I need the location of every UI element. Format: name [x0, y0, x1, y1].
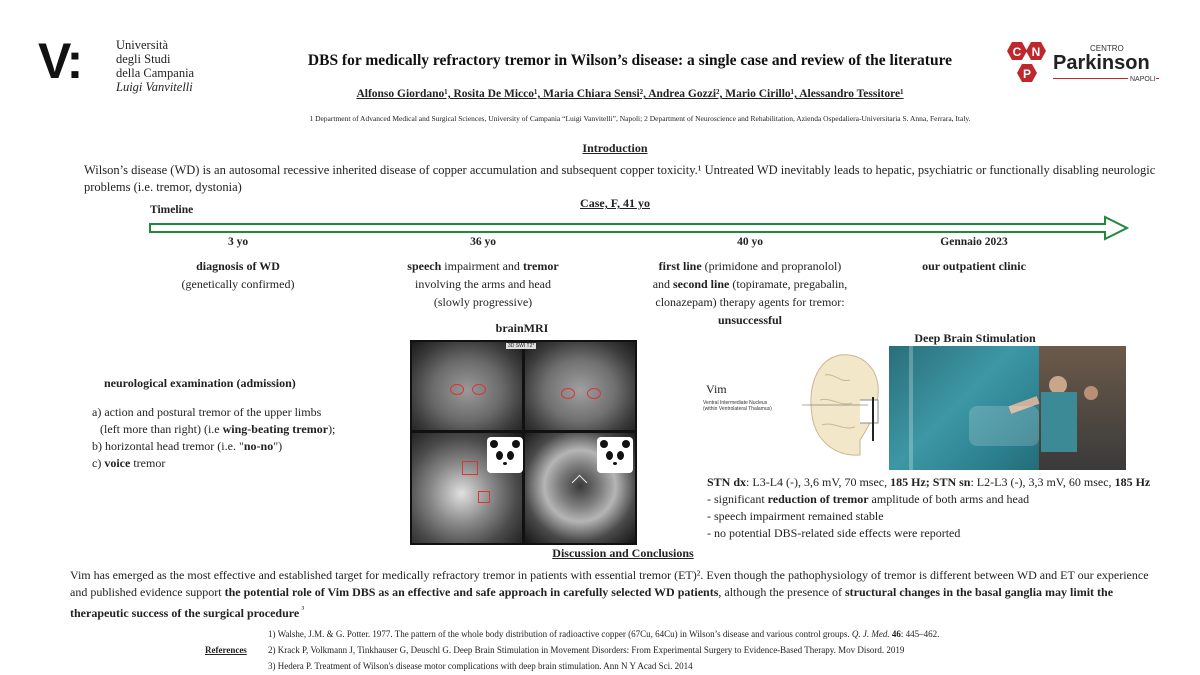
discussion-heading: Discussion and Conclusions [552, 546, 694, 560]
timeline-event-1 [133, 257, 343, 293]
timeline-date-4: Gennaio 2023 [940, 236, 1008, 248]
exam-list [92, 404, 392, 472]
timeline-event-3-line-4: unsuccessful [717, 313, 782, 327]
university-logo-line-4: Luigi Vanvitelli [116, 80, 193, 94]
reference-2: 2) Krack P, Volkmann J, Tinkhauser G, Deuschl G. Deep Brain Stimulation in Movement Disorders: From Experimental Surgery to Evidence-Based Therapy. Mov Disord. 2019 [268, 645, 905, 655]
timeline-event-4 [869, 257, 1079, 275]
dbs-results [707, 491, 1167, 542]
exam-item-b: b) horizontal head tremor (i.e. "no-no") [92, 439, 283, 453]
timeline-event-4-line-1: our outpatient clinic [922, 259, 1026, 273]
university-logo-line-1: Università [116, 38, 169, 52]
nucleus-label-line-2: (within Ventrolateral Thalamus) [703, 406, 772, 412]
affiliations: 1 Department of Advanced Medical and Surgical Sciences, University of Campania “Luigi Vanvitelli”, Napoli; 2 Department of Neuroscience and Rehabilitation, Azienda Ospedaliera-Universitaria S. Anna, Ferrara, Italy. [309, 114, 971, 123]
centro-parkinson-logo [998, 40, 1168, 90]
mri-heading: brainMRI [495, 321, 549, 335]
timeline-event-1-line-2: (genetically confirmed) [181, 277, 295, 291]
timeline-event-2 [378, 257, 588, 311]
panda-sign-icon-2 [597, 437, 633, 473]
cnp-letter-n: N [1031, 45, 1041, 59]
discussion-text: Vim has emerged as the most effective and established target for medically refractory tremor in patients with essential tremor (ET)². Even though the pathophysiology of tremor is different between WD and ET our experience and published evidence support the potential role of Vim DBS as an effective and safe approach in carefully selected WD patients, although the presence of structural changes in the basal ganglia may limit the therapeutic success of the surgical procedure $^{^3}$ [70, 568, 1149, 620]
dbs-result-1: - significant reduction of tremor amplitude of both arms and head [707, 492, 1030, 506]
timeline-event-3 [630, 257, 870, 329]
napoli-label: NAPOLI [1130, 76, 1156, 83]
authors: Alfonso Giordano¹, Rosita De Micco¹, Maria Chiara Sensi², Andrea Gozzi², Mario Cirillo¹, Alessandro Tessitore¹ [356, 88, 904, 100]
dbs-result-3: - no potential DBS-related side effects were reported [707, 526, 961, 540]
dbs-result-2: - speech impairment remained stable [707, 509, 884, 523]
timeline-event-2-line-1: speech impairment and tremor [407, 259, 559, 273]
exam-item-c: c) voice tremor [92, 456, 166, 470]
references-label: References [205, 645, 247, 655]
university-logo-mark: V: [38, 33, 82, 89]
exam-heading: neurological examination (admission) [104, 376, 296, 390]
poster-title: DBS for medically refractory tremor in Wilson’s disease: a single case and review of the literature [307, 52, 953, 69]
references-list [268, 626, 1158, 674]
mri-image-top-right [525, 342, 635, 430]
timeline-date-2: 36 yo [470, 236, 496, 248]
introduction-heading: Introduction [582, 141, 648, 155]
timeline-event-2-line-2: involving the arms and head [415, 277, 551, 291]
cnp-letter-p: P [1022, 67, 1032, 81]
surgery-photo [889, 346, 1126, 470]
timeline-label: Timeline [150, 204, 194, 216]
university-logo-line-3: della Campania [116, 66, 195, 80]
vim-label: Vim [706, 382, 727, 396]
reference-3: 3) Hedera P. Treatment of Wilson's disease motor complications with deep brain stimulation. Ann N Y Acad Sci. 2014 [268, 661, 693, 671]
thalamus-diagram [800, 345, 900, 465]
university-logo [38, 33, 213, 98]
timeline-date-3: 40 yo [737, 236, 763, 248]
timeline-event-2-line-3: (slowly progressive) [433, 295, 533, 309]
reference-1: 1) Walshe, J.M. & G. Potter. 1977. The pattern of the whole body distribution of radioactive copper (67Cu, 64Cu) in Wilson’s disease and various control groups. Q. J. Med. 46: 445–462. [268, 629, 940, 639]
timeline-event-3-line-1: first line (primidone and propranolol) [658, 259, 842, 273]
exam-item-a-line-2: (left more than right) (i.e wing-beating tremor); [100, 422, 336, 436]
parkinson-label: Parkinson [1053, 52, 1150, 74]
case-heading: Case, F, 41 yo [580, 196, 650, 210]
cnp-letter-c: C [1012, 45, 1022, 59]
introduction-text: Wilson’s disease (WD) is an autosomal recessive inherited disease of copper accumulation and subsequent copper toxicity.¹ Untreated WD inevitably leads to hepatic, psychiatric or functionally disabling neurologic problems (i.e. tremor, dystonia) [84, 163, 1156, 194]
dbs-heading: Deep Brain Stimulation [914, 331, 1036, 345]
mri-panel [410, 340, 637, 545]
timeline-event-3-line-3: clonazepam) therapy agents for tremor: [655, 295, 845, 309]
dbs-parameters: STN dx: L3-L4 (-), 3,6 mV, 70 msec, 185 Hz; STN sn: L2-L3 (-), 3,3 mV, 60 msec, 185 Hz [707, 475, 1151, 489]
mri-sequence-tag: 3D SWI T2* [508, 343, 535, 349]
panda-sign-icon-1 [487, 437, 523, 473]
timeline-event-1-line-1: diagnosis of WD [196, 259, 280, 273]
centro-label: CENTRO [1090, 44, 1124, 53]
mri-image-top-left [412, 342, 522, 430]
nucleus-label-line-1: Ventral Intermediate Nucleus [703, 400, 768, 406]
nucleus-label [703, 400, 772, 412]
exam-item-a-line-1: a) action and postural tremor of the upper limbs [92, 405, 322, 419]
university-logo-line-2: degli Studi [116, 52, 171, 66]
timeline-event-3-line-2: and second line (topiramate, pregabalin, [652, 277, 848, 291]
timeline-date-1: 3 yo [227, 236, 249, 248]
